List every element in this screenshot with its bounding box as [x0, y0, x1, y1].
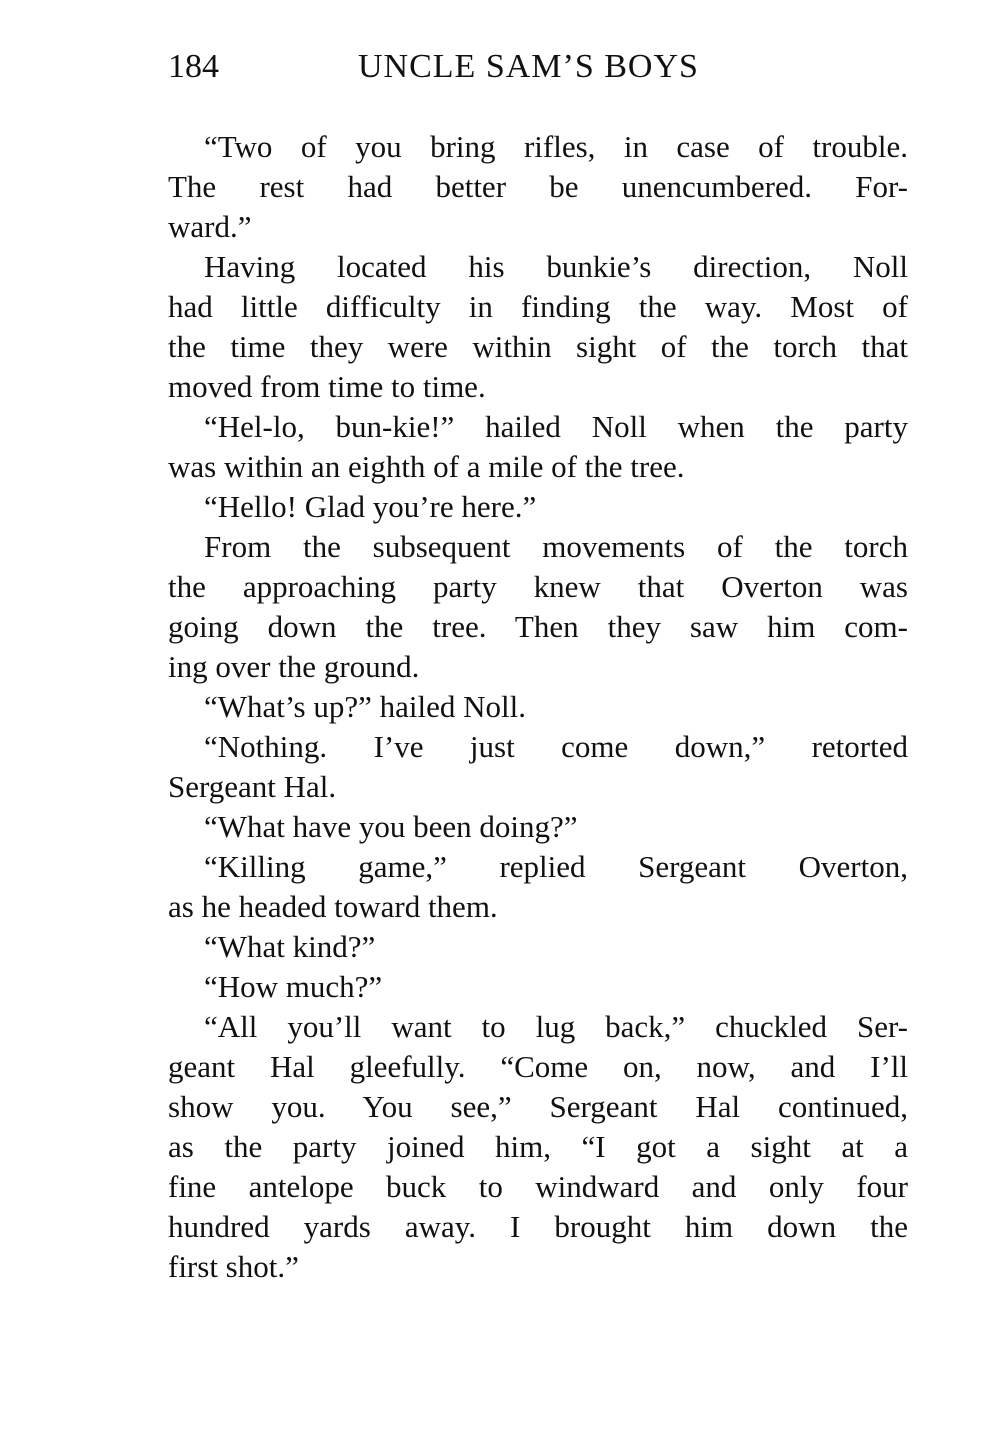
text-line: show you. You see,” Sergeant Hal continued,	[168, 1089, 908, 1124]
text-line: going down the tree. Then they saw him com-	[168, 609, 908, 644]
text-line: as he headed toward them.	[168, 889, 498, 924]
text-line: “Killing game,” replied Sergeant Overton,	[204, 849, 908, 884]
text-line: was within an eighth of a mile of the tree.	[168, 449, 685, 484]
text-line: From the subsequent movements of the torch	[204, 529, 908, 564]
page-header	[168, 42, 918, 92]
text-line: “All you’ll want to lug back,” chuckled Ser-	[204, 1009, 908, 1044]
text-line: “Hello! Glad you’re here.”	[204, 489, 537, 524]
text-line: had little difficulty in finding the way. Most of	[168, 289, 908, 324]
text-line: Having located his bunkie’s direction, Noll	[204, 249, 908, 284]
text-line: the time they were within sight of the torch that	[168, 329, 908, 364]
text-line: “How much?”	[204, 969, 383, 1004]
page-number: 184	[168, 48, 219, 85]
text-line: ing over the ground.	[168, 649, 420, 684]
text-line: “Hel-lo, bun-kie!” hailed Noll when the party	[204, 409, 908, 444]
text-line: “What’s up?” hailed Noll.	[204, 689, 526, 724]
text-line: “What have you been doing?”	[204, 809, 578, 844]
body-text	[168, 127, 908, 1287]
text-line: “Nothing. I’ve just come down,” retorted	[204, 729, 908, 764]
text-line: fine antelope buck to windward and only four	[168, 1169, 908, 1204]
text-line: hundred yards away. I brought him down the	[168, 1209, 908, 1244]
text-line: ward.”	[168, 209, 252, 244]
text-line: first shot.”	[168, 1249, 299, 1284]
text-line: “What kind?”	[204, 929, 376, 964]
text-line: moved from time to time.	[168, 369, 486, 404]
running-title: UNCLE SAM’S BOYS	[358, 48, 699, 85]
text-line: as the party joined him, “I got a sight at a	[168, 1129, 908, 1164]
text-line: The rest had better be unencumbered. For-	[168, 169, 908, 204]
text-line: “Two of you bring rifles, in case of trouble.	[204, 129, 908, 164]
text-line: the approaching party knew that Overton was	[168, 569, 908, 604]
text-line: Sergeant Hal.	[168, 769, 337, 804]
text-line: geant Hal gleefully. “Come on, now, and I’ll	[168, 1049, 908, 1084]
